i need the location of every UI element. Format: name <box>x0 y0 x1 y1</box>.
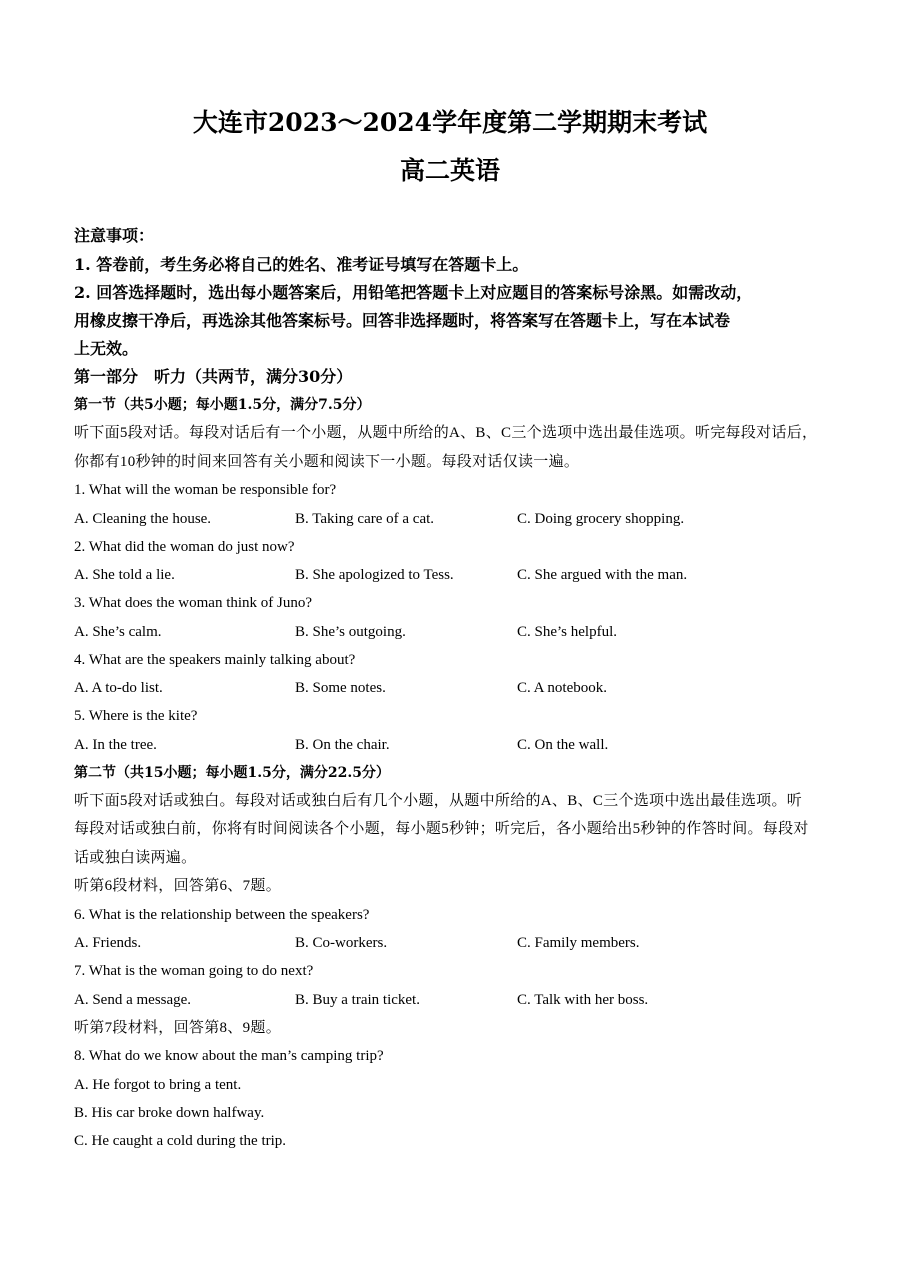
question-2-option-a: A. She told a lie. <box>74 567 175 583</box>
question-2: 2. What did the woman do just now? <box>74 539 295 555</box>
question-7-option-a: A. Send a message. <box>74 992 192 1008</box>
section2-instructions-line-2: 每段对话或独白前，你将有时间阅读各个小题，每小题5秒钟；听完后，各小题给出5秒钟的作答时间。每段对 <box>74 821 809 837</box>
question-5: 5. Where is the kite? <box>74 708 198 724</box>
question-3-option-b: B. She’s outgoing. <box>295 624 406 640</box>
question-8-option-c: C. He caught a cold during the trip. <box>74 1133 287 1149</box>
question-6-option-a: A. Friends. <box>74 935 142 951</box>
exam-subtitle: 高二英语 <box>399 156 500 185</box>
question-7-option-c: C. Talk with her boss. <box>517 992 649 1008</box>
question-5-option-a: A. In the tree. <box>74 737 157 753</box>
question-5-option-c: C. On the wall. <box>517 737 609 753</box>
question-8: 8. What do we know about the man’s camping trip? <box>74 1048 384 1064</box>
notes-heading: 注意事项： <box>74 226 155 245</box>
question-6-option-c: C. Family members. <box>517 935 640 951</box>
section2-instructions-line-3: 话或独白读两遍。 <box>74 850 197 866</box>
notes-item-2-line-1: 2. 回答选择题时，选出每小题答案后，用铅笔把答题卡上对应题目的答案标号涂黑。如需改动， <box>74 283 753 302</box>
notes-item-2-line-2: 用橡皮擦干净后，再选涂其他答案标号。回答非选择题时，将答案写在答题卡上，写在本试卷 <box>74 311 731 330</box>
question-3-option-a: A. She’s calm. <box>74 624 162 640</box>
material-6-instruction: 听第6段材料，回答第6、7题。 <box>74 878 282 894</box>
question-4-option-a: A. A to-do list. <box>74 680 163 696</box>
question-3-option-c: C. She’s helpful. <box>517 624 617 640</box>
section1-instructions-line-2: 你都有10秒钟的时间来回答有关小题和阅读下一小题。每段对话仅读一遍。 <box>74 454 580 470</box>
question-1-option-a: A. Cleaning the house. <box>74 511 212 527</box>
notes-item-2-line-3: 上无效。 <box>74 339 139 358</box>
notes-item-1: 1. 答卷前，考生务必将自己的姓名、准考证号填写在答题卡上。 <box>74 255 529 274</box>
question-2-option-c: C. She argued with the man. <box>517 567 688 583</box>
exam-title: 大连市2023～2024学年度第二学期期末考试 <box>192 108 708 137</box>
question-4: 4. What are the speakers mainly talking about? <box>74 652 356 668</box>
question-8-option-b: B. His car broke down halfway. <box>74 1105 265 1121</box>
question-1-option-b: B. Taking care of a cat. <box>295 511 435 527</box>
material-7-instruction: 听第7段材料，回答第8、9题。 <box>74 1020 282 1036</box>
question-6: 6. What is the relationship between the speakers? <box>74 907 370 923</box>
question-4-option-c: C. A notebook. <box>517 680 608 696</box>
question-4-option-b: B. Some notes. <box>295 680 386 696</box>
question-1-option-c: C. Doing grocery shopping. <box>517 511 685 527</box>
question-2-option-b: B. She apologized to Tess. <box>295 567 454 583</box>
section1-instructions-line-1: 听下面5段对话。每段对话后有一个小题，从题中所给的A、B、C三个选项中选出最佳选项。听完每段对话后， <box>74 425 818 441</box>
question-1: 1. What will the woman be responsible for? <box>74 482 337 498</box>
question-6-option-b: B. Co-workers. <box>295 935 388 951</box>
question-8-option-a: A. He forgot to bring a tent. <box>74 1077 242 1093</box>
part1-heading: 第一部分 听力（共两节，满分30分） <box>74 367 353 386</box>
question-5-option-b: B. On the chair. <box>295 737 390 753</box>
section1-heading: 第一节（共5小题；每小题1.5分，满分7.5分） <box>74 397 371 413</box>
question-3: 3. What does the woman think of Juno? <box>74 595 313 611</box>
section2-instructions-line-1: 听下面5段对话或独白。每段对话或独白后有几个小题，从题中所给的A、B、C三个选项中选出最佳选项。听 <box>74 793 803 809</box>
section2-heading: 第二节（共15小题；每小题1.5分，满分22.5分） <box>74 765 390 781</box>
question-7: 7. What is the woman going to do next? <box>74 963 314 979</box>
question-7-option-b: B. Buy a train ticket. <box>295 992 420 1008</box>
